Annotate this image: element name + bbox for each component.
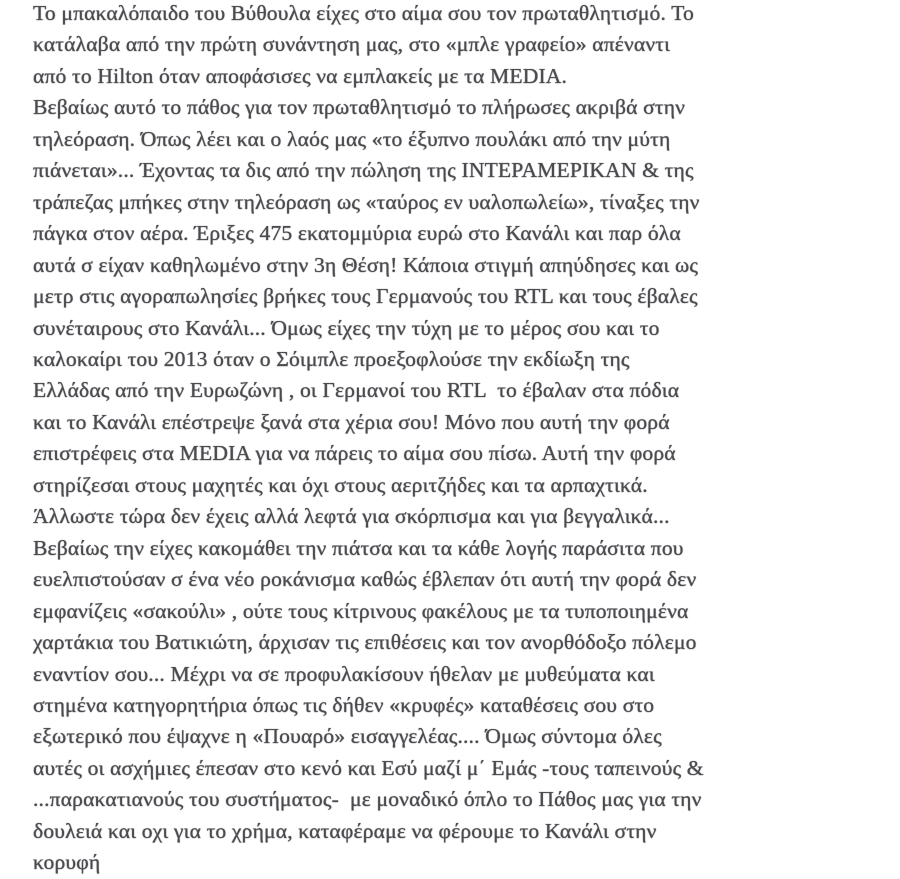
text-line: μετρ στις αγοραπωλησίες βρήκες τους Γερμανούς του RTL και τους έβαλες [33, 284, 698, 309]
document-text-body [33, 0, 833, 879]
text-line: τράπεζας μπήκες στην τηλεόραση ως «ταύρος εν υαλοπωλείω», τίναξες την [33, 189, 700, 214]
text-line: και το Κανάλι επέστρεψε ξανά στα χέρια σου! Μόνο που αυτή την φορά [33, 409, 670, 434]
text-line: εμφανίζεις «σακούλι» , ούτε τους κίτρινους φακέλους με τα τυποποιημένα [33, 598, 689, 623]
text-line: Βεβαίως την είχες κακομάθει την πιάτσα και τα κάθε λογής παράσιτα που [33, 535, 684, 560]
text-line: στημένα κατηγορητήρια όπως τις δήθεν «κρυφές» καταθέσεις σου στο [33, 692, 655, 717]
text-line: Άλλωστε τώρα δεν έχεις αλλά λεφτά για σκόρπισμα και για βεγγαλικά... [33, 504, 670, 529]
text-line: πιάνεται»... Έχοντας τα δις από την πώληση της ΙΝΤΕΡΑΜΕΡΙΚΑΝ & της [33, 158, 694, 183]
text-line: χαρτάκια του Βατικιώτη, άρχισαν τις επιθέσεις και τον ανορθόδοξο πόλεμο [33, 630, 697, 655]
text-line: δουλειά και οχι για το χρήμα, καταφέραμε να φέρουμε το Κανάλι στην [33, 818, 657, 843]
text-line: επιστρέφεις στα MEDIA για να πάρεις το αίμα σου πίσω. Αυτή την φορά [33, 441, 676, 466]
text-line: καλοκαίρι του 2013 όταν ο Σόιμπλε προεξοφλούσε την εκδίωξη της [33, 346, 630, 371]
text-line: εξωτερικό που έψαχνε η «Πουαρό» εισαγγελέας.... Όμως σύντομα όλες [33, 724, 662, 749]
text-line: στηρίζεσαι στους μαχητές και όχι στους αεριτζήδες και τα αρπαχτικά. [33, 472, 648, 497]
text-line: Το μπακαλόπαιδο του Βύθουλα είχες στο αίμα σου τον πρωταθλητισμό. Το [33, 1, 695, 25]
text-line: αυτά σ είχαν καθηλωμένο στην 3η Θέση! Κάποια στιγμή απηύδησες και ως [33, 252, 699, 277]
text-line: κατάλαβα από την πρώτη συνάντηση μας, στο «μπλε γραφείο» απέναντι [33, 32, 671, 57]
text-line: ...παρακατιανούς του συστήματος- με μοναδικό όπλο το Πάθος μας για την [33, 787, 702, 812]
text-line: ευελπιστούσαν σ ένα νέο ροκάνισμα καθώς έβλεπαν ότι αυτή την φορά δεν [33, 567, 697, 592]
text-line: αυτές οι ασχήμιες έπεσαν στο κενό και Εσύ μαζί μ΄ Εμάς -τους ταπεινούς & [33, 755, 704, 780]
text-line: τηλεόραση. Όπως λέει και ο λαός μας «το έξυπνο πουλάκι από την μύτη [33, 126, 671, 151]
text-line: Βεβαίως αυτό το πάθος για τον πρωταθλητισμό το πλήρωσες ακριβά στην [33, 95, 686, 120]
text-line: συνέταιρους στο Κανάλι... Όμως είχες την τύχη με το μέρος σου και το [33, 315, 660, 340]
text-line: από το Hilton όταν αποφάσισες να εμπλακείς με τα MEDIA. [33, 63, 568, 88]
text-line: πάγκα στον αέρα. Έριξες 475 εκατομμύρια ευρώ στο Κανάλι και παρ όλα [33, 221, 681, 246]
text-line: κορυφή [33, 850, 101, 875]
text-line: Ελλάδας από την Ευρωζώνη , οι Γερμανοί του RTL το έβαλαν στα πόδια [33, 378, 680, 403]
text-line: εναντίον σου... Μέχρι να σε προφυλακίσουν ήθελαν με μυθεύματα και [33, 661, 655, 686]
